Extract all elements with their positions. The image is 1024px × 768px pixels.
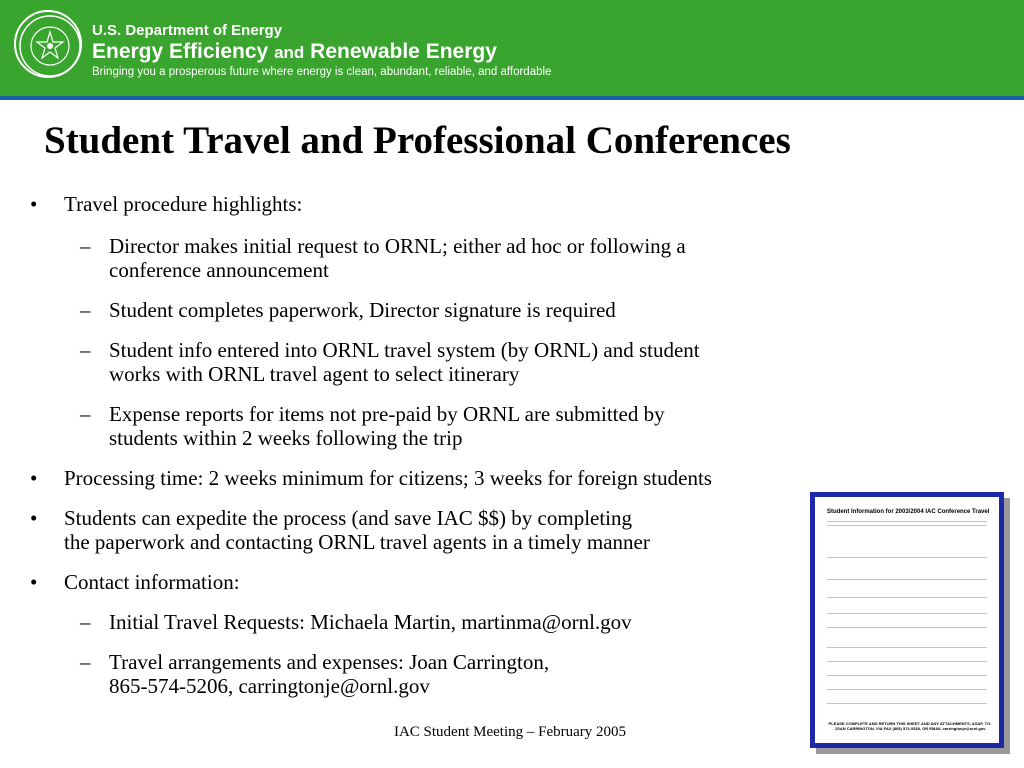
sub-bullet-text: students within 2 weeks following the trip	[109, 426, 463, 450]
form-rule	[827, 521, 987, 522]
form-rule	[827, 597, 987, 598]
bullet-text: Travel procedure highlights:	[64, 192, 303, 216]
dash-marker: –	[80, 234, 91, 258]
bullet-text: Students can expedite the process (and save IAC $$) by completing	[64, 506, 633, 530]
sub-bullet-text: Travel arrangements and expenses: Joan Carrington,	[109, 650, 550, 674]
form-rule	[827, 579, 987, 580]
tagline: Bringing you a prosperous future where energy is clean, abundant, reliable, and affordable	[92, 66, 552, 78]
sub-bullet-text: Student completes paperwork, Director signature is required	[109, 298, 616, 322]
dash-marker: –	[80, 402, 91, 426]
bullet-text: Processing time: 2 weeks minimum for citizens; 3 weeks for foreign students	[64, 466, 712, 490]
form-rule	[827, 557, 987, 558]
office-part1: Energy Efficiency	[92, 40, 269, 63]
office-and: and	[274, 43, 305, 62]
form-thumbnail	[810, 492, 1004, 748]
form-footer: PLEASE COMPLETE AND RETURN THIS SHEET AND ANY ATTACHMENTS, ASAP, TO: JOAN CARRINGTON, VIA FAX (865) 574-9338, OR EMAIL carringtonje@ornl.gov	[828, 721, 992, 731]
org-name: U.S. Department of Energy	[92, 22, 283, 39]
bullet-marker: •	[30, 570, 38, 594]
sub-bullet-text: Director makes initial request to ORNL; either ad hoc or following a	[109, 234, 686, 258]
dash-marker: –	[80, 338, 91, 362]
slide-footer	[0, 724, 1024, 741]
form-rule	[827, 703, 987, 704]
sub-bullet-text: Expense reports for items not pre-paid by ORNL are submitted by	[109, 402, 665, 426]
sub-bullet-text: conference announcement	[109, 258, 329, 282]
sub-bullet-text: 865-574-5206, carringtonje@ornl.gov	[109, 674, 430, 698]
bullet-text: Contact information:	[64, 570, 240, 594]
office-name	[92, 40, 497, 64]
bullet-marker: •	[30, 466, 38, 490]
form-rule	[827, 627, 987, 628]
office-part2: Renewable Energy	[310, 40, 497, 63]
bullet-marker: •	[30, 192, 38, 216]
slide-title: Student Travel and Professional Conferences	[44, 119, 791, 162]
form-rule	[827, 647, 987, 648]
form-title: Student Information for 2003/2004 IAC Conference Travel	[827, 509, 990, 515]
bullet-marker: •	[30, 506, 38, 530]
form-rule	[827, 613, 987, 614]
sub-bullet-text: Initial Travel Requests: Michaela Martin, martinma@ornl.gov	[109, 610, 632, 634]
seal-graphic	[16, 12, 84, 80]
dash-marker: –	[80, 610, 91, 634]
form-rule	[827, 689, 987, 690]
form-rule	[827, 661, 987, 662]
doe-seal-icon	[14, 10, 82, 78]
sub-bullet-text: Student info entered into ORNL travel system (by ORNL) and student	[109, 338, 700, 362]
form-rule	[827, 525, 987, 526]
header-banner	[0, 0, 1024, 100]
form-rule	[827, 675, 987, 676]
bullet-text: the paperwork and contacting ORNL travel agents in a timely manner	[64, 530, 650, 554]
dash-marker: –	[80, 650, 91, 674]
footer-text: IAC Student Meeting – February 2005	[393, 724, 627, 740]
sub-bullet-text: works with ORNL travel agent to select itinerary	[109, 362, 520, 386]
dash-marker: –	[80, 298, 91, 322]
form-page	[815, 497, 999, 743]
